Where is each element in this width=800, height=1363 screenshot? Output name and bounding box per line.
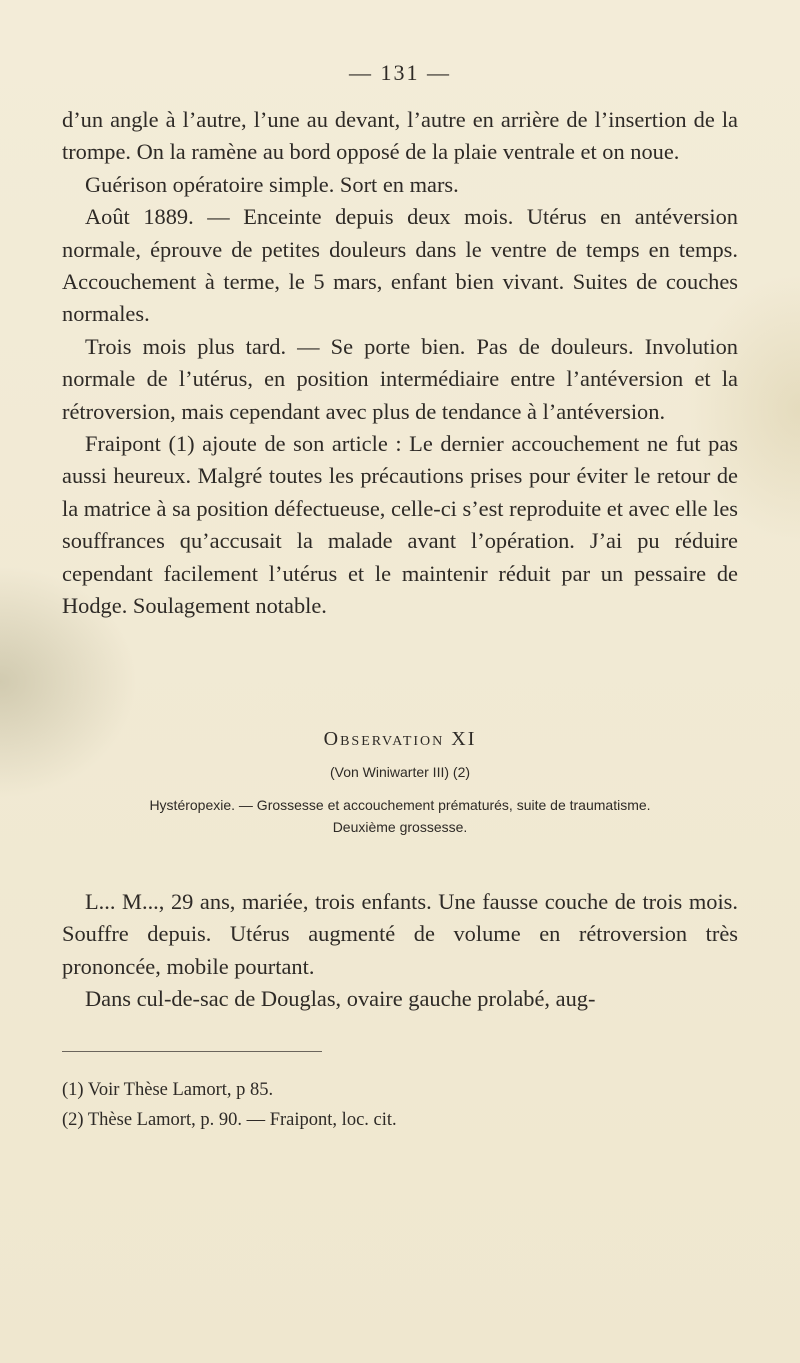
footnote-divider bbox=[62, 1051, 322, 1052]
footnote: (2) Thèse Lamort, p. 90. — Fraipont, loc. cit. bbox=[62, 1110, 397, 1130]
observation-summary-line: Deuxième grossesse. bbox=[332, 819, 468, 835]
paragraph: Guérison opératoire simple. Sort en mars. bbox=[85, 171, 459, 197]
footnote: (1) Voir Thèse Lamort, p 85. bbox=[62, 1080, 274, 1100]
paragraph: L... M..., 29 ans, mariée, trois enfants. Une fausse couche de trois mois. Souffre depuis. Utérus augmenté de volume en rétroversion très prononcée, mobile pourtant. bbox=[62, 889, 738, 979]
observation-source: (Von Winiwarter III) (2) bbox=[329, 764, 471, 780]
observation-summary bbox=[70, 794, 730, 838]
paragraph: Dans cul-de-sac de Douglas, ovaire gauche prolabé, aug- bbox=[85, 986, 596, 1012]
main-text-top bbox=[62, 104, 738, 623]
paragraph: Août 1889. — Enceinte depuis deux mois. Utérus en antéversion normale, éprouve de petites douleurs dans le ventre de temps en temps. Accouchement à terme, le 5 mars, enfant bien vivant. Suites de couches normales. bbox=[62, 204, 738, 327]
paragraph: d’un angle à l’autre, l’une au devant, l’autre en arrière de l’insertion de la trompe. On la ramène au bord opposé de la plaie ventrale et on noue. bbox=[62, 107, 738, 165]
observation-heading: Observation XI bbox=[323, 728, 477, 750]
main-text-bottom bbox=[62, 886, 738, 1016]
footnotes bbox=[62, 1075, 738, 1135]
paragraph: Fraipont (1) ajoute de son article : Le dernier accouchement ne fut pas aussi heureux. Malgré toutes les précautions prises pour éviter le retour de la matrice à sa position défectueuse, celle-ci s’est reproduite et avec elle les souffrances qu’accusait la malade avant l’opération. J’ai pu réduire cependant facilement l’utérus et le maintenir réduit par un pessaire de Hodge. Soulagement notable. bbox=[62, 431, 738, 619]
observation-summary-line: Hystéropexie. — Grossesse et accouchement prématurés, suite de traumatisme. bbox=[149, 797, 651, 813]
paragraph: Trois mois plus tard. — Se porte bien. Pas de douleurs. Involution normale de l’utérus, en position intermédiaire entre l’antéversion et la rétroversion, mais cependant avec plus de tendance à l’antéversion. bbox=[62, 333, 738, 424]
page-number: — 131 — bbox=[349, 60, 451, 85]
